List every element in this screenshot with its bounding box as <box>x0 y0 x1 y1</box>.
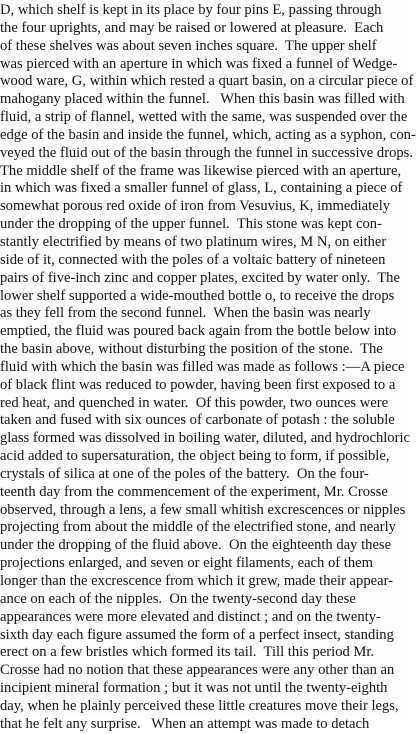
line-text: under the dropping of the fluid above. On the eighteenth day these <box>0 537 392 554</box>
line-text: projections enlarged, and seven or eight filaments, each of them <box>0 555 373 572</box>
line-text: the four uprights, and may be raised or lowered at pleasure. Each <box>0 19 384 36</box>
line-text: was pierced with an aperture in which was fixed a funnel of Wedge- <box>0 55 398 72</box>
line-text: somewhat porous red oxide of iron from Vesuvius, K, immediately <box>0 198 391 215</box>
text-line <box>0 163 406 181</box>
line-text: of these shelves was about seven inches square. The upper shelf <box>0 37 377 54</box>
text-line <box>0 216 406 234</box>
line-text: longer than the excrescence from which it grew, made their appear- <box>0 573 394 589</box>
line-text: acid added to supersaturation, the object being to form, if possible, <box>0 448 390 465</box>
text-line <box>0 270 406 288</box>
line-text: the basin above, without disturbing the position of the stone. The <box>0 341 383 358</box>
text-line <box>0 716 406 734</box>
text-line <box>0 466 406 484</box>
text-line <box>0 484 406 502</box>
line-text: pairs of five-inch zinc and copper plates, excited by water only. The <box>0 269 400 286</box>
text-line <box>0 412 406 430</box>
line-text: fluid, a strip of flannel, wetted with the same, was suspended over the <box>0 109 408 126</box>
line-text: veyed the fluid out of the basin through the funnel in successive drops. <box>0 144 413 161</box>
text-line <box>0 38 406 56</box>
line-text: D, which shelf is kept in its place by four pins E, passing through <box>0 2 382 18</box>
line-text: appearances were more elevated and distinct ; and on the twenty- <box>0 608 381 625</box>
body-text <box>0 2 416 734</box>
text-line <box>0 430 410 448</box>
text-line <box>0 644 406 662</box>
text-line <box>0 537 406 555</box>
line-text: under the dropping of the upper funnel. This stone was kept con- <box>0 216 382 233</box>
text-line <box>0 502 406 520</box>
text-line <box>0 288 406 306</box>
text-line <box>0 609 406 627</box>
line-text: stantly electrified by means of two platinum wires, M N, on either <box>0 233 387 250</box>
text-line <box>0 91 406 109</box>
line-text: mahogany placed within the funnel. When this basin was filled with <box>0 91 405 108</box>
line-text: crystals of silica at one of the poles of the battery. On the four- <box>0 465 369 482</box>
line-text: red heat, and quenched in water. Of this powder, two ounces were <box>0 394 389 411</box>
line-text: of black flint was reduced to powder, having been first exposed to a <box>0 376 396 393</box>
line-text: taken and fused with six ounces of carbonate of potash : the soluble <box>0 412 395 429</box>
line-text: Crosse had no notion that these appearances were any other than an <box>0 662 395 679</box>
text-line <box>0 73 414 91</box>
line-text: sixth day each figure assumed the form of a perfect insect, standing <box>0 626 394 643</box>
text-line <box>0 234 406 252</box>
line-text: that he felt any surprise. When an attempt was made to detach <box>0 715 370 732</box>
text-line <box>0 180 406 198</box>
text-line <box>0 305 406 323</box>
text-line <box>0 359 406 377</box>
line-text: ance on each of the nipples. On the twenty-second day these <box>0 590 356 607</box>
text-line <box>0 252 406 270</box>
text-line <box>0 555 406 573</box>
line-text: as they fell from the second funnel. When the basin was nearly <box>0 305 371 322</box>
text-line <box>0 109 406 127</box>
text-line <box>0 519 406 537</box>
text-line <box>0 2 406 20</box>
text-line <box>0 573 406 591</box>
line-text: side of it, connected with the poles of a voltaic battery of nineteen <box>0 251 386 268</box>
text-line <box>0 126 416 145</box>
line-text: projecting from about the middle of the electrified stone, and nearly <box>0 519 396 536</box>
text-line <box>0 627 406 645</box>
text-line <box>0 698 406 716</box>
text-line <box>0 20 406 38</box>
line-text: teenth day from the commencement of the experiment, Mr. Crosse <box>0 483 388 500</box>
text-line <box>0 144 413 163</box>
text-line <box>0 591 406 609</box>
text-line <box>0 198 406 216</box>
line-text: glass formed was dissolved in boiling water, diluted, and hydrochloric <box>0 430 410 447</box>
line-text: incipient mineral formation ; but it was not until the twenty-eighth <box>0 680 388 697</box>
text-line <box>0 341 406 359</box>
line-text: observed, through a lens, a few small whitish excrescences or nipples <box>0 501 406 518</box>
line-text: erect on a few bristles which formed its tail. Till this period Mr. <box>0 644 375 661</box>
text-line <box>0 680 406 698</box>
text-line <box>0 377 406 395</box>
text-line <box>0 323 406 341</box>
text-line <box>0 56 406 74</box>
text-line <box>0 448 406 466</box>
line-text: lower shelf supported a wide-mouthed bottle o, to receive the drops <box>0 287 395 304</box>
line-text: edge of the basin and inside the funnel, which, acting as a syphon, con- <box>0 126 416 143</box>
line-text: wood ware, G, within which rested a quart basin, on a circular piece of <box>0 73 414 90</box>
line-text: fluid with which the basin was filled was made as follows :—A piece <box>0 358 405 375</box>
text-line <box>0 395 406 413</box>
line-text: emptied, the fluid was poured back again from the bottle below into <box>0 323 397 340</box>
line-text: day, when he plainly perceived these little creatures move their legs, <box>0 697 399 714</box>
text-line <box>0 662 406 680</box>
line-text: The middle shelf of the frame was likewise pierced with an aperture, <box>0 162 402 179</box>
line-text: in which was fixed a smaller funnel of glass, L, containing a piece of <box>0 180 403 197</box>
